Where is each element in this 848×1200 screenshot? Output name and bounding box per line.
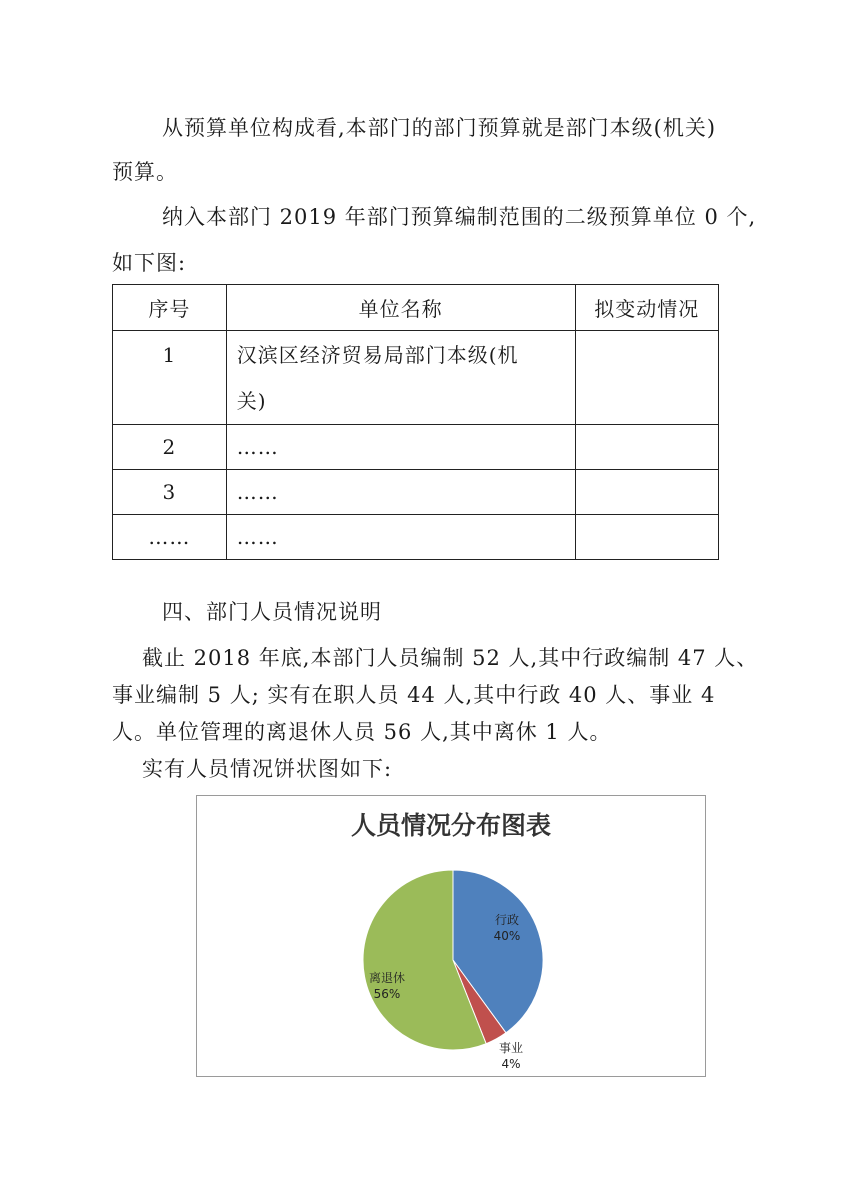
table-row — [113, 515, 719, 560]
row-change — [575, 470, 719, 515]
row-no-cell — [113, 331, 227, 425]
section4-line2: 事业编制 5 人; 实有在职人员 44 人,其中行政 40 人、事业 4 — [112, 683, 716, 707]
row-name-cell — [226, 331, 575, 425]
section4-heading: 四、部门人员情况说明 — [162, 600, 382, 624]
table-header-row — [113, 285, 719, 331]
row-name: …… — [236, 480, 279, 504]
sub-unit-table — [112, 284, 719, 560]
pie-label-value-1: 40% — [493, 929, 521, 943]
section4-line1: 截止 2018 年底,本部门人员编制 52 人,其中行政编制 47 人、 — [142, 646, 759, 670]
table-row — [113, 425, 719, 470]
row-change — [575, 515, 719, 560]
row-change — [575, 425, 719, 470]
pie-label-name-2: 事业 — [498, 1041, 524, 1055]
row-name-line2: 关) — [236, 389, 267, 413]
row-no-cell — [113, 425, 227, 470]
para1-line1: 从预算单位构成看,本部门的部门预算就是部门本级(机关) — [162, 116, 717, 140]
header-no: 序号 — [113, 285, 227, 331]
section4-line3: 人。单位管理的离退休人员 56 人,其中离休 1 人。 — [112, 720, 612, 744]
table-row — [113, 470, 719, 515]
pie-label-name-1: 行政 — [494, 913, 520, 927]
header-unit-name: 单位名称 — [226, 285, 575, 331]
row-name: …… — [236, 435, 279, 459]
para2-line1: 纳入本部门 2019 年部门预算编制范围的二级预算单位 0 个, — [162, 205, 757, 229]
pie-chart — [196, 795, 706, 1077]
row-no: 2 — [162, 435, 177, 459]
row-name-cell — [226, 515, 575, 560]
section4-line4: 实有人员情况饼状图如下: — [142, 757, 393, 781]
row-no: 1 — [162, 343, 177, 367]
row-no: …… — [148, 525, 191, 549]
row-no-cell — [113, 470, 227, 515]
table-row — [113, 331, 719, 425]
pie-label-value-3: 56% — [373, 987, 401, 1001]
row-name-line1: 汉滨区经济贸易局部门本级(机 — [236, 343, 519, 367]
para1-line2: 预算。 — [112, 160, 178, 184]
pie-chart-svg — [197, 796, 705, 1076]
row-no: 3 — [162, 480, 177, 504]
row-no-cell — [113, 515, 227, 560]
para2-line2: 如下图: — [112, 251, 187, 275]
row-change — [575, 331, 719, 425]
row-name-cell — [226, 470, 575, 515]
pie-label-name-3: 离退休 — [368, 971, 406, 985]
pie-label-value-2: 4% — [501, 1057, 521, 1071]
row-name — [227, 331, 575, 424]
chart-title: 人员情况分布图表 — [350, 811, 551, 840]
row-name-cell — [226, 425, 575, 470]
header-change: 拟变动情况 — [575, 285, 719, 331]
row-name: …… — [236, 525, 279, 549]
